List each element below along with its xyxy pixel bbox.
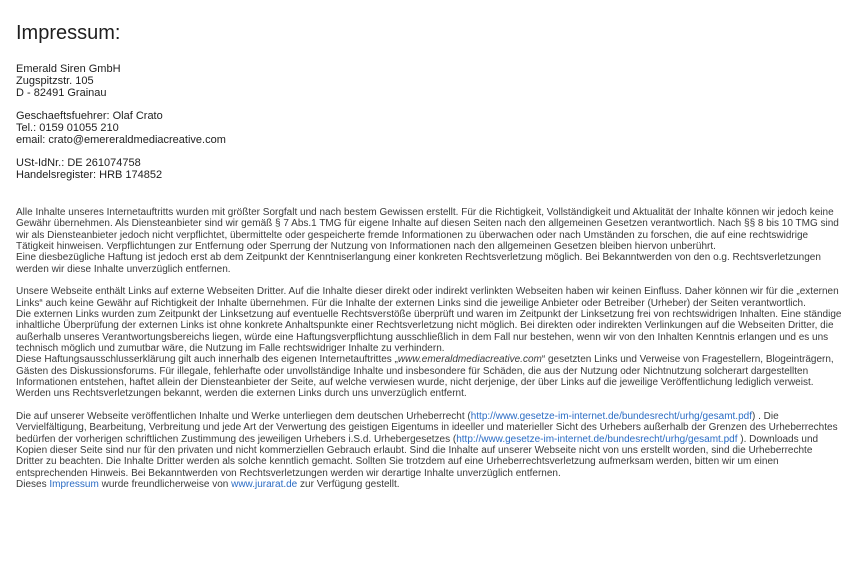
copyright-text-c: ). Downloads und Kopien dieser Seite sind nur für den privaten und nicht kommerziellen Gebrauch erlaubt. Sind die Inhalte auf unserer Webseite nicht von uns erstellt worden, sind die Urheberrechte Dritter zu beachten. Die Inhalte Dritter werden als solche kenntlich gemacht. Sollten Sie trotzdem auf eine Urheberrechtsverletzung aufmerksam werden, bitten wir um einen entsprechenden Hinweis. Bei Bekanntwerden von Rechtsverletzungen werden wir derartige Inhalte unverzüglich entfernen. (16, 433, 819, 479)
credit-text-b: wurde freundlicherweise von (98, 478, 232, 490)
copyright-text (16, 411, 842, 479)
liability-content-text-2: Eine diesbezügliche Haftung ist jedoch erst ab dem Zeitpunkt der Kenntniserlangung einer konkreten Rechtsverletzung möglich. Bei Bekanntwerden von den o.g. Rechtsverletzungen werden wir diese Inhalte unverzüglich entfernen. (16, 252, 821, 275)
urhg-link-1[interactable]: http://www.gesetze-im-internet.de/bundesrecht/urhg/gesamt.pdf (470, 410, 752, 422)
registry-info (16, 158, 162, 182)
phone-number: Tel.: 0159 01055 210 (16, 121, 119, 134)
liability-content-paragraph (16, 207, 842, 275)
page-title: Impressum: (16, 22, 121, 44)
company-street: Zugspitzstr. 105 (16, 74, 94, 87)
company-name: Emerald Siren GmbH (16, 63, 121, 75)
credit-text-a: Dieses (16, 478, 50, 490)
own-site-name: www.emeraldmediacreative.com (397, 354, 542, 366)
email-address: email: crato@emereraldmediacreative.com (16, 133, 226, 146)
liability-links-text-3a: Diese Haftungsausschlusserklärung gilt auch innerhalb des eigenen Internetauftrittes „ (16, 354, 398, 366)
disclaimer-text (16, 207, 842, 502)
liability-links-text-3 (16, 354, 842, 399)
contact-info (16, 111, 226, 146)
copyright-text-a: Die auf unserer Webseite veröffentlichen Inhalte und Werke unterliegen dem deutschen Urheberrecht ( (16, 410, 471, 422)
jurarat-link[interactable]: www.jurarat.de (231, 478, 298, 490)
trade-register: Handelsregister: HRB 174852 (16, 168, 163, 181)
urhg-link-2[interactable]: http://www.gesetze-im-internet.de/bundesrecht/urhg/gesamt.pdf (456, 433, 738, 445)
liability-links-text: Unsere Webseite enthält Links auf externe Webseiten Dritter. Auf die Inhalte dieser direkt oder indirekt verlinkten Webseiten haben wir keinen Einfluss. Daher können wir für die „externen Links“ auch keine Gewähr auf Richtigkeit der Inhalte übernehmen. Für die Inhalte der externen Links sind die jeweilige Anbieter oder Betreiber (Urheber) der Seiten verantwortlich. (16, 286, 839, 309)
impressum-link[interactable]: Impressum (49, 478, 99, 490)
vat-id: USt-IdNr.: DE 261074758 (16, 157, 141, 169)
company-city: D - 82491 Grainau (16, 86, 107, 99)
credit-line (16, 479, 842, 490)
copyright-paragraph (16, 411, 842, 490)
liability-links-text-2: Die externen Links wurden zum Zeitpunkt der Linksetzung auf eventuelle Rechtsverstöße überprüft und waren im Zeitpunkt der Linksetzung frei von rechtswidrigen Inhalten. Eine ständige inhaltliche Überprüfung der externen Links ist ohne konkrete Anhaltspunkte einer Rechtsverletzung nicht möglich. Bei direkten oder indirekten Verlinkungen auf die Webseiten Dritter, die außerhalb unseres Verantwortungsbereichs liegen, würde eine Haftungsverpflichtung ausschließlich in dem Fall nur bestehen, wenn wir von den Inhalten Kenntnis erlangen und es uns technisch möglich und zumutbar wäre, die Nutzung im Falle rechtswidriger Inhalte zu verhindern. (16, 308, 842, 354)
liability-links-paragraph (16, 286, 842, 399)
liability-links-text-3b: “ gesetzten Links und Verweise von Fragestellern, Blogeinträgern, Gästen des Diskussionsforums. Für illegale, fehlerhafte oder unvollständige Inhalte und insbesondere für Schäden, die aus der Nutzung oder Nichtnutzung solcherart dargestellten Informationen entstehen, haftet allein der Diensteanbieter der Seite, auf welche verwiesen wurde, nicht derjenige, der über Links auf die jeweilige Veröffentlichung lediglich verweist. Werden uns Rechtsverletzungen bekannt, werden die externen Links durch uns unverzüglich entfernt. (16, 354, 834, 400)
liability-content-text: Alle Inhalte unseres Internetauftritts wurden mit größter Sorgfalt und nach bestem Gewissen erstellt. Für die Richtigkeit, Vollständigkeit und Aktualität der Inhalte können wir jedoch keine Gewähr übernehmen. Als Diensteanbieter sind wir gemäß § 7 Abs.1 TMG für eigene Inhalte auf diesen Seiten nach den allgemeinen Gesetzen verantwortlich. Nach §§ 8 bis 10 TMG sind wir als Diensteanbieter jedoch nicht verpflichtet, übermittelte oder gespeicherte fremde Informationen zu überwachen oder nach Umständen zu forschen, die auf eine rechtswidrige Tätigkeit hinweisen. Verpflichtungen zur Entfernung oder Sperrung der Nutzung von Informationen nach den allgemeinen Gesetzen bleiben hiervon unberührt. (16, 207, 839, 252)
company-address (16, 64, 121, 99)
manager-name: Geschaeftsfuehrer: Olaf Crato (16, 110, 163, 122)
copyright-text-b: ) . Die Vervielfältigung, Bearbeitung, Verbreitung und jede Art der Verwertung des geistigen Eigentums in ideeller und materieller Sicht des Urhebers außerhalb der Grenzen des Urheberrechtes bedürfen der vorherigen schriftlichen Zustimmung des jeweiligen Urhebers i.S.d. Urhebergesetzes ( (16, 410, 838, 445)
credit-text-c: zur Verfügung gestellt. (297, 478, 400, 490)
